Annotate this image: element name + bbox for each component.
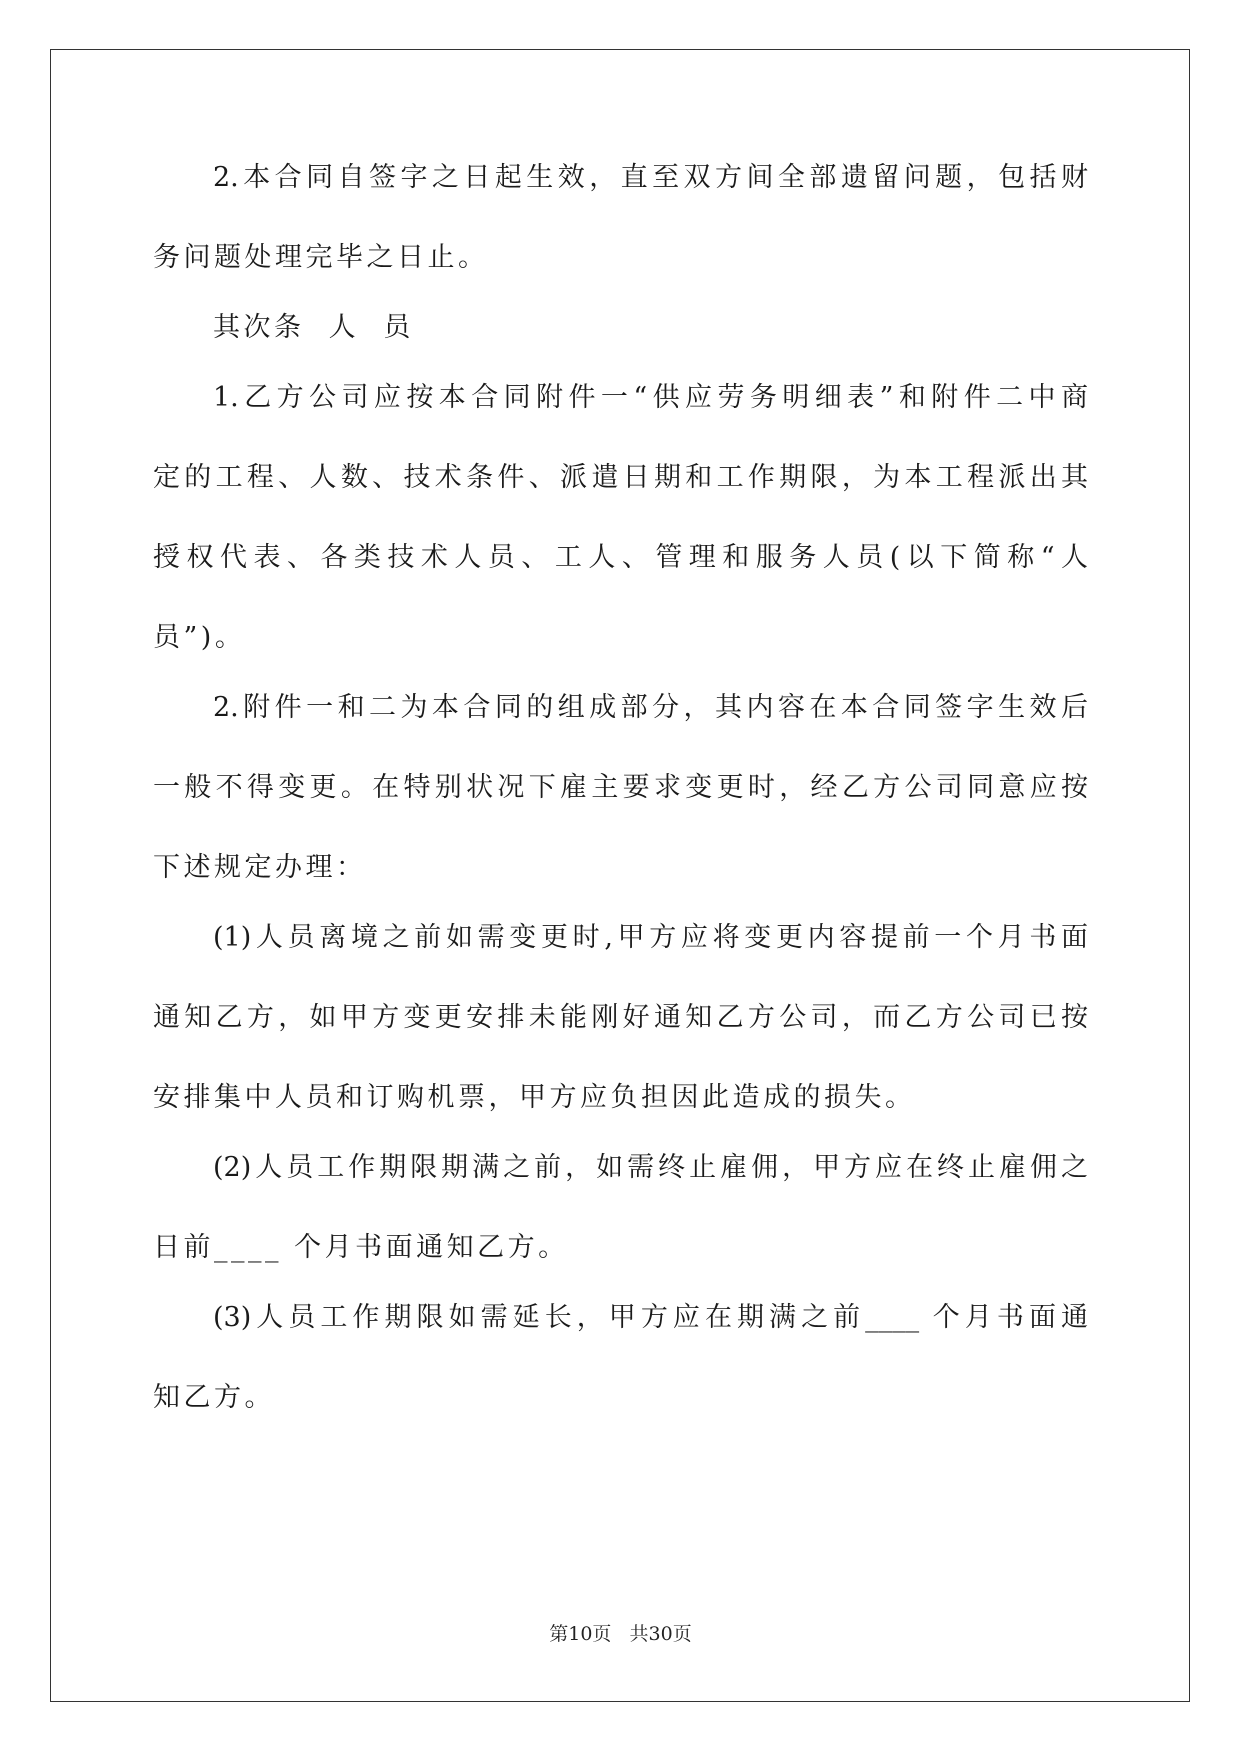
paragraph-item-3 bbox=[153, 1298, 1093, 1418]
text-line: 日前____ 个月书面通知乙方。 bbox=[153, 1232, 569, 1263]
text-line: 知乙方。 bbox=[153, 1382, 275, 1413]
text-line: (3)人员工作期限如需延长，甲方应在期满之前____ 个月书面通 bbox=[213, 1302, 1088, 1333]
document-body bbox=[153, 158, 1093, 1448]
text-line: 定的工程、人数、技术条件、派遣日期和工作期限，为本工程派出其 bbox=[153, 462, 1088, 493]
text-line: 员”)。 bbox=[153, 622, 246, 653]
text-line: (1)人员离境之前如需变更时,甲方应将变更内容提前一个月书面 bbox=[213, 922, 1088, 953]
paragraph-personnel-2 bbox=[153, 688, 1093, 888]
text-line: 务问题处理完毕之日止。 bbox=[153, 242, 489, 273]
text-line: 2.本合同自签字之日起生效，直至双方间全部遗留问题，包括财 bbox=[213, 162, 1088, 193]
text-line: 安排集中人员和订购机票，甲方应负担因此造成的损失。 bbox=[153, 1082, 916, 1113]
page-number-footer: 第10页 共30页 bbox=[549, 1623, 692, 1645]
section-heading bbox=[153, 308, 1093, 348]
text-line: 通知乙方，如甲方变更安排未能刚好通知乙方公司，而乙方公司已按 bbox=[153, 1002, 1088, 1033]
text-line: (2)人员工作期限期满之前，如需终止雇佣，甲方应在终止雇佣之 bbox=[213, 1152, 1088, 1183]
text-line: 1.乙方公司应按本合同附件一“供应劳务明细表”和附件二中商 bbox=[213, 382, 1088, 413]
paragraph-effective-date bbox=[153, 158, 1093, 278]
paragraph-item-1 bbox=[153, 918, 1093, 1118]
text-line: 2.附件一和二为本合同的组成部分，其内容在本合同签字生效后 bbox=[213, 692, 1088, 723]
text-line: 下述规定办理： bbox=[153, 852, 367, 883]
paragraph-personnel-1 bbox=[153, 378, 1093, 658]
section-title: 其次条 人 员 bbox=[213, 312, 414, 343]
paragraph-item-2 bbox=[153, 1148, 1093, 1268]
text-line: 授权代表、各类技术人员、工人、管理和服务人员(以下简称“人 bbox=[153, 542, 1088, 573]
text-line: 一般不得变更。在特别状况下雇主要求变更时，经乙方公司同意应按 bbox=[153, 772, 1088, 803]
